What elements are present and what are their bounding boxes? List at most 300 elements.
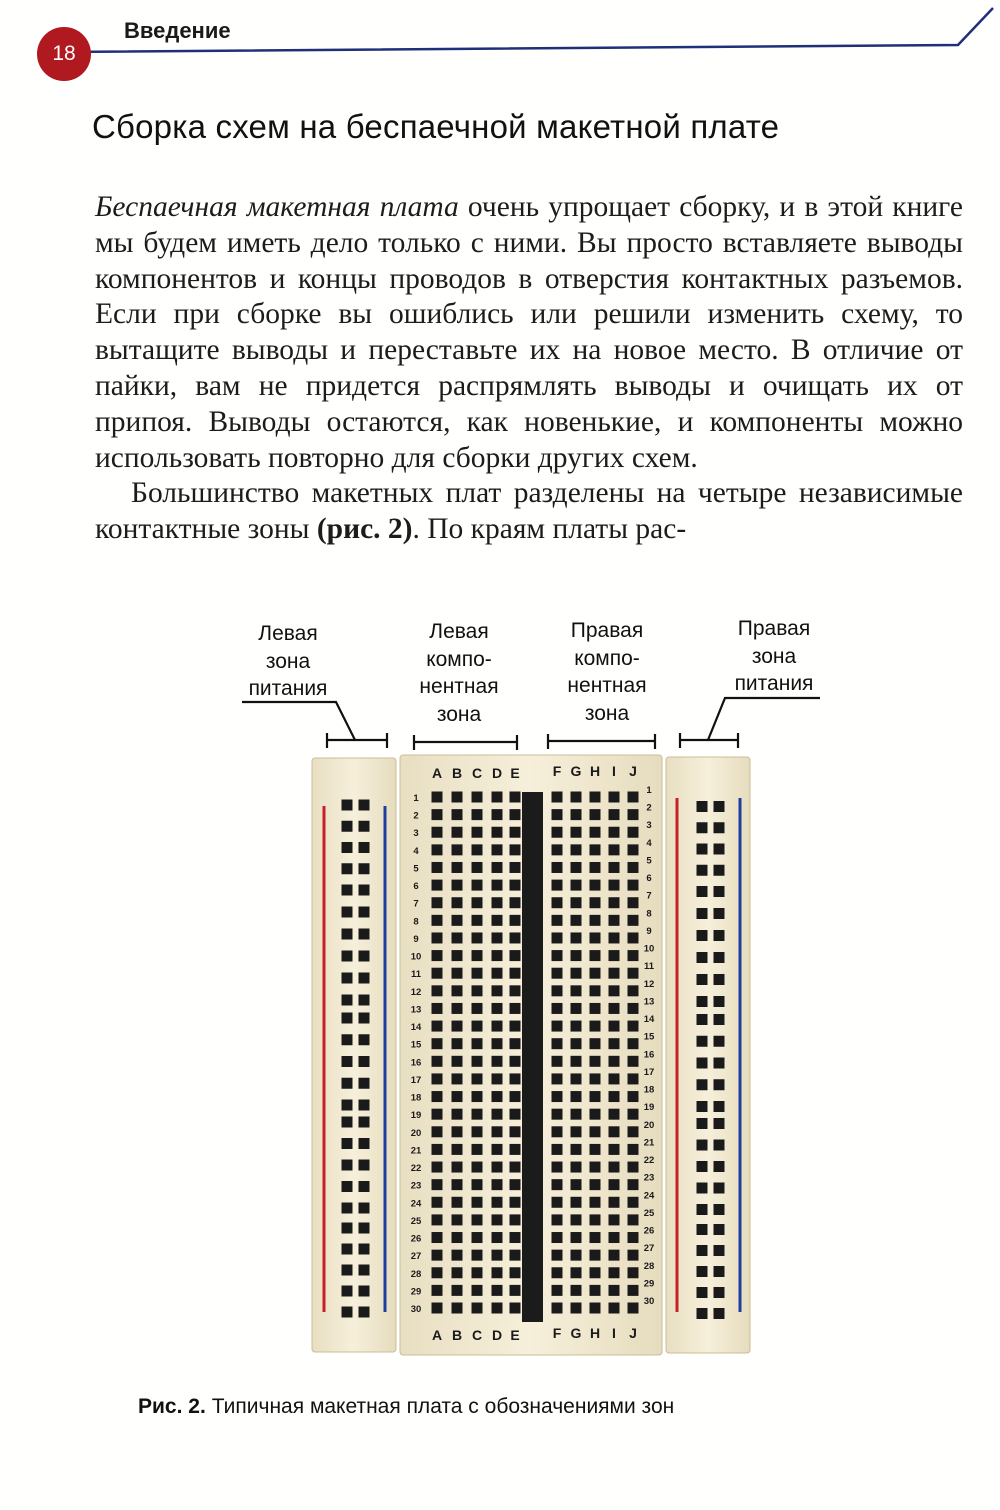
contact-hole — [552, 1091, 563, 1102]
contact-hole — [492, 1091, 503, 1102]
contact-hole — [590, 915, 601, 926]
contact-hole — [628, 1303, 639, 1314]
caption-text: Типичная макетная плата с обозначениями зон — [211, 1395, 675, 1418]
contact-hole — [432, 950, 443, 961]
contact-hole — [472, 950, 483, 961]
contact-hole — [432, 1144, 443, 1155]
row-number-right: 22 — [643, 1155, 655, 1167]
contact-hole — [492, 1232, 503, 1243]
contact-hole — [609, 809, 620, 820]
contact-hole — [492, 844, 503, 855]
contact-hole — [452, 880, 463, 891]
row-number-right: 15 — [643, 1031, 655, 1043]
contact-hole — [472, 1109, 483, 1120]
rail-hole — [342, 800, 353, 811]
row-number-left: 26 — [410, 1233, 422, 1245]
row-number-right: 6 — [646, 873, 652, 885]
contact-hole — [609, 1021, 620, 1032]
contact-hole — [452, 1285, 463, 1296]
row-number-right: 27 — [643, 1243, 655, 1255]
contact-hole — [510, 1250, 521, 1261]
contact-hole — [510, 1126, 521, 1137]
label-right-power-zone: Правая зона питания — [734, 617, 814, 695]
contact-hole — [472, 968, 483, 979]
row-number-right: 2 — [646, 802, 652, 814]
rail-hole — [714, 1101, 725, 1112]
rail-hole — [342, 973, 353, 984]
contact-hole — [472, 1126, 483, 1137]
contact-hole — [628, 827, 639, 838]
row-number-left: 5 — [413, 863, 419, 875]
rail-hole — [342, 821, 353, 832]
column-letter-top: F — [552, 763, 562, 779]
row-number-left: 10 — [410, 951, 422, 963]
row-number-left: 22 — [410, 1163, 422, 1175]
figure-caption — [138, 1395, 674, 1419]
rail-hole — [359, 1138, 370, 1149]
contact-hole — [628, 1056, 639, 1067]
contact-hole — [552, 792, 563, 803]
contact-hole — [590, 1056, 601, 1067]
paragraph-1 — [95, 190, 963, 476]
contact-hole — [571, 1126, 582, 1137]
rail-hole — [714, 996, 725, 1007]
figure-breadboard — [0, 600, 1000, 1400]
contact-hole — [472, 809, 483, 820]
rail-hole — [697, 1224, 708, 1235]
contact-hole — [609, 932, 620, 943]
contact-hole — [452, 1021, 463, 1032]
contact-hole — [492, 880, 503, 891]
contact-hole — [452, 1267, 463, 1278]
rail-hole — [714, 1014, 725, 1025]
contact-hole — [432, 1126, 443, 1137]
contact-hole — [609, 1003, 620, 1014]
contact-hole — [552, 1285, 563, 1296]
row-number-left: 24 — [410, 1198, 422, 1210]
rail-hole — [359, 1203, 370, 1214]
row-number-right: 7 — [646, 890, 652, 902]
rail-hole — [359, 842, 370, 853]
contact-hole — [590, 1073, 601, 1084]
contact-hole — [552, 915, 563, 926]
contact-hole — [571, 1303, 582, 1314]
rail-hole — [342, 885, 353, 896]
contact-hole — [492, 792, 503, 803]
contact-hole — [492, 827, 503, 838]
rail-hole — [342, 907, 353, 918]
contact-hole — [492, 897, 503, 908]
contact-hole — [628, 1073, 639, 1084]
rail-hole — [359, 1034, 370, 1045]
contact-hole — [432, 1056, 443, 1067]
contact-hole — [492, 862, 503, 873]
contact-hole — [571, 1179, 582, 1190]
contact-hole — [609, 844, 620, 855]
rail-hole — [697, 1266, 708, 1277]
contact-hole — [452, 915, 463, 926]
rail-hole — [714, 1224, 725, 1235]
rail-hole — [714, 844, 725, 855]
contact-hole — [452, 1073, 463, 1084]
column-letter-top: C — [471, 765, 483, 781]
rail-hole — [714, 974, 725, 985]
contact-hole — [609, 1303, 620, 1314]
contact-hole — [452, 1303, 463, 1314]
row-number-right: 29 — [643, 1278, 655, 1290]
contact-hole — [432, 985, 443, 996]
contact-hole — [452, 1038, 463, 1049]
rail-hole — [342, 1056, 353, 1067]
contact-hole — [452, 1232, 463, 1243]
column-letter-bottom: H — [589, 1325, 601, 1341]
contact-hole — [571, 1144, 582, 1155]
contact-hole — [432, 1197, 443, 1208]
rail-hole — [342, 1078, 353, 1089]
contact-hole — [472, 880, 483, 891]
contact-hole — [432, 862, 443, 873]
row-number-right: 14 — [643, 1014, 655, 1026]
contact-hole — [510, 827, 521, 838]
rail-hole — [697, 1079, 708, 1090]
rail-hole — [359, 1286, 370, 1297]
contact-hole — [510, 968, 521, 979]
contact-hole — [590, 1038, 601, 1049]
rail-hole — [342, 995, 353, 1006]
rail-hole — [359, 821, 370, 832]
column-letter-bottom: F — [552, 1325, 562, 1341]
contact-hole — [472, 1250, 483, 1261]
row-number-left: 29 — [410, 1286, 422, 1298]
row-number-right: 24 — [643, 1190, 655, 1202]
contact-hole — [510, 792, 521, 803]
contact-hole — [590, 1109, 601, 1120]
row-number-right: 17 — [643, 1066, 655, 1078]
contact-hole — [472, 1232, 483, 1243]
contact-hole — [571, 1056, 582, 1067]
contact-hole — [571, 950, 582, 961]
contact-hole — [472, 844, 483, 855]
contact-hole — [571, 985, 582, 996]
contact-hole — [452, 1126, 463, 1137]
contact-hole — [628, 1214, 639, 1225]
label-left-power-zone: Левая зона питания — [248, 622, 328, 700]
rail-hole — [697, 1245, 708, 1256]
contact-hole — [590, 1197, 601, 1208]
contact-hole — [510, 897, 521, 908]
contact-hole — [432, 1179, 443, 1190]
contact-hole — [628, 932, 639, 943]
rail-hole — [714, 1245, 725, 1256]
rail-hole — [359, 1265, 370, 1276]
rail-hole — [697, 822, 708, 833]
row-number-left: 9 — [413, 933, 419, 945]
row-number-right: 18 — [643, 1084, 655, 1096]
right-power-rail-board — [666, 757, 750, 1353]
rail-hole — [697, 908, 708, 919]
column-letter-top: B — [451, 765, 463, 781]
contact-hole — [492, 1162, 503, 1173]
contact-hole — [590, 932, 601, 943]
contact-hole — [628, 1250, 639, 1261]
rail-hole — [697, 930, 708, 941]
rail-hole — [697, 974, 708, 985]
contact-hole — [571, 1197, 582, 1208]
contact-hole — [492, 1267, 503, 1278]
contact-hole — [571, 1267, 582, 1278]
rail-hole — [342, 929, 353, 940]
rail-hole — [697, 1161, 708, 1172]
contact-hole — [432, 792, 443, 803]
contact-hole — [552, 827, 563, 838]
contact-hole — [492, 1179, 503, 1190]
contact-hole — [590, 1091, 601, 1102]
contact-hole — [472, 1162, 483, 1173]
rail-hole — [342, 1203, 353, 1214]
contact-hole — [492, 1056, 503, 1067]
contact-hole — [510, 880, 521, 891]
contact-hole — [571, 1232, 582, 1243]
contact-hole — [510, 915, 521, 926]
row-number-right: 28 — [643, 1260, 655, 1272]
contact-hole — [628, 1003, 639, 1014]
contact-hole — [628, 844, 639, 855]
contact-hole — [452, 932, 463, 943]
row-number-left: 6 — [413, 881, 419, 893]
contact-hole — [628, 1267, 639, 1278]
column-letter-top: I — [612, 763, 616, 779]
contact-hole — [432, 1285, 443, 1296]
contact-hole — [432, 1073, 443, 1084]
contact-hole — [492, 1021, 503, 1032]
contact-hole — [590, 809, 601, 820]
rail-hole — [359, 929, 370, 940]
contact-hole — [432, 1162, 443, 1173]
row-number-left: 23 — [410, 1180, 422, 1192]
contact-hole — [452, 1162, 463, 1173]
contact-hole — [571, 1214, 582, 1225]
contact-hole — [432, 915, 443, 926]
rail-hole — [697, 1058, 708, 1069]
contact-hole — [628, 1144, 639, 1155]
contact-hole — [492, 950, 503, 961]
contact-hole — [510, 932, 521, 943]
row-number-right: 25 — [643, 1207, 655, 1219]
row-number-left: 20 — [410, 1127, 422, 1139]
rail-hole — [697, 1308, 708, 1319]
rail-hole — [359, 1056, 370, 1067]
contact-hole — [432, 932, 443, 943]
row-number-left: 1 — [413, 793, 419, 804]
contact-hole — [628, 1285, 639, 1296]
rail-hole — [342, 1034, 353, 1045]
contact-hole — [590, 792, 601, 803]
row-number-right: 30 — [643, 1296, 655, 1307]
contact-hole — [510, 1285, 521, 1296]
row-number-right: 26 — [643, 1225, 655, 1237]
rail-hole — [359, 1244, 370, 1255]
row-number-right: 4 — [646, 837, 652, 849]
contact-hole — [492, 1285, 503, 1296]
contact-hole — [571, 897, 582, 908]
contact-hole — [492, 1126, 503, 1137]
contact-hole — [590, 950, 601, 961]
contact-hole — [571, 827, 582, 838]
rail-hole — [714, 801, 725, 812]
contact-hole — [609, 1091, 620, 1102]
contact-hole — [552, 1126, 563, 1137]
rail-hole — [342, 842, 353, 853]
column-letter-bottom: G — [570, 1325, 582, 1341]
contact-hole — [510, 809, 521, 820]
column-letter-bottom: D — [491, 1327, 503, 1343]
contact-hole — [552, 1179, 563, 1190]
rail-hole — [342, 1160, 353, 1171]
contact-hole — [628, 1021, 639, 1032]
contact-hole — [452, 1179, 463, 1190]
contact-hole — [510, 1038, 521, 1049]
contact-hole — [452, 862, 463, 873]
row-number-left: 15 — [410, 1039, 422, 1051]
row-number-left: 4 — [413, 845, 419, 857]
contact-hole — [609, 1144, 620, 1155]
rail-hole — [714, 865, 725, 876]
contact-hole — [452, 809, 463, 820]
contact-hole — [628, 1197, 639, 1208]
rail-hole — [342, 1223, 353, 1234]
rail-hole — [714, 822, 725, 833]
contact-hole — [609, 968, 620, 979]
rail-hole — [697, 996, 708, 1007]
contact-hole — [452, 1091, 463, 1102]
rail-hole — [342, 863, 353, 874]
contact-hole — [590, 1267, 601, 1278]
contact-hole — [432, 1250, 443, 1261]
row-number-right: 21 — [643, 1137, 655, 1149]
contact-hole — [472, 1073, 483, 1084]
contact-hole — [609, 897, 620, 908]
contact-hole — [609, 862, 620, 873]
rail-hole — [714, 1058, 725, 1069]
contact-hole — [472, 1179, 483, 1190]
contact-hole — [452, 1056, 463, 1067]
contact-hole — [492, 932, 503, 943]
contact-hole — [472, 1021, 483, 1032]
contact-hole — [552, 1144, 563, 1155]
rail-hole — [697, 1183, 708, 1194]
contact-hole — [590, 1303, 601, 1314]
contact-hole — [609, 1197, 620, 1208]
contact-hole — [432, 1109, 443, 1120]
contact-hole — [492, 985, 503, 996]
contact-hole — [510, 1091, 521, 1102]
contact-hole — [628, 1126, 639, 1137]
rail-hole — [359, 1117, 370, 1128]
column-letter-top: J — [629, 763, 637, 779]
contact-hole — [492, 1214, 503, 1225]
contact-hole — [552, 1056, 563, 1067]
contact-hole — [510, 950, 521, 961]
contact-hole — [628, 915, 639, 926]
column-letter-bottom: E — [510, 1327, 520, 1343]
contact-hole — [472, 1144, 483, 1155]
contact-hole — [609, 1214, 620, 1225]
contact-hole — [510, 862, 521, 873]
row-number-right: 9 — [646, 925, 652, 937]
paragraph-2-start: Большинство макетных плат разделены на четыре независимые контактные зоны — [95, 477, 963, 546]
contact-hole — [590, 1250, 601, 1261]
contact-hole — [552, 809, 563, 820]
contact-hole — [571, 880, 582, 891]
rail-hole — [697, 1118, 708, 1129]
contact-hole — [432, 827, 443, 838]
contact-hole — [571, 1073, 582, 1084]
contact-hole — [432, 1303, 443, 1314]
contact-hole — [552, 1162, 563, 1173]
contact-hole — [628, 1091, 639, 1102]
contact-hole — [590, 880, 601, 891]
header-rule — [0, 0, 1000, 90]
contact-hole — [571, 1003, 582, 1014]
contact-hole — [609, 950, 620, 961]
contact-hole — [452, 1250, 463, 1261]
rail-hole — [359, 1160, 370, 1171]
contact-hole — [571, 809, 582, 820]
column-letter-bottom: I — [612, 1325, 616, 1341]
contact-hole — [590, 1162, 601, 1173]
column-letter-top: E — [510, 765, 520, 781]
contact-hole — [510, 1109, 521, 1120]
contact-hole — [472, 1038, 483, 1049]
contact-hole — [452, 1144, 463, 1155]
rail-hole — [714, 1308, 725, 1319]
contact-hole — [492, 1250, 503, 1261]
contact-hole — [609, 1162, 620, 1173]
contact-hole — [492, 1073, 503, 1084]
column-letter-top: G — [570, 763, 582, 779]
contact-hole — [472, 827, 483, 838]
breadboard-illustration — [0, 600, 1000, 1400]
row-number-left: 14 — [410, 1022, 422, 1034]
contact-hole — [452, 1109, 463, 1120]
contact-hole — [552, 897, 563, 908]
contact-hole — [552, 950, 563, 961]
rail-hole — [714, 1140, 725, 1151]
rail-hole — [359, 1100, 370, 1111]
contact-hole — [552, 1003, 563, 1014]
contact-hole — [552, 1232, 563, 1243]
contact-hole — [472, 1056, 483, 1067]
rail-hole — [714, 1161, 725, 1172]
row-number-right: 16 — [643, 1049, 655, 1061]
contact-hole — [472, 1003, 483, 1014]
rail-hole — [697, 1014, 708, 1025]
row-number-left: 13 — [410, 1004, 422, 1016]
contact-hole — [472, 1285, 483, 1296]
contact-hole — [552, 1197, 563, 1208]
paragraph-2 — [95, 476, 963, 548]
column-letter-top: H — [589, 763, 601, 779]
rail-hole — [714, 1287, 725, 1298]
contact-hole — [432, 1003, 443, 1014]
rail-hole — [359, 863, 370, 874]
contact-hole — [472, 932, 483, 943]
rail-hole — [714, 1118, 725, 1129]
contact-hole — [628, 809, 639, 820]
contact-hole — [432, 1038, 443, 1049]
row-number-right: 5 — [646, 855, 652, 867]
contact-hole — [609, 915, 620, 926]
